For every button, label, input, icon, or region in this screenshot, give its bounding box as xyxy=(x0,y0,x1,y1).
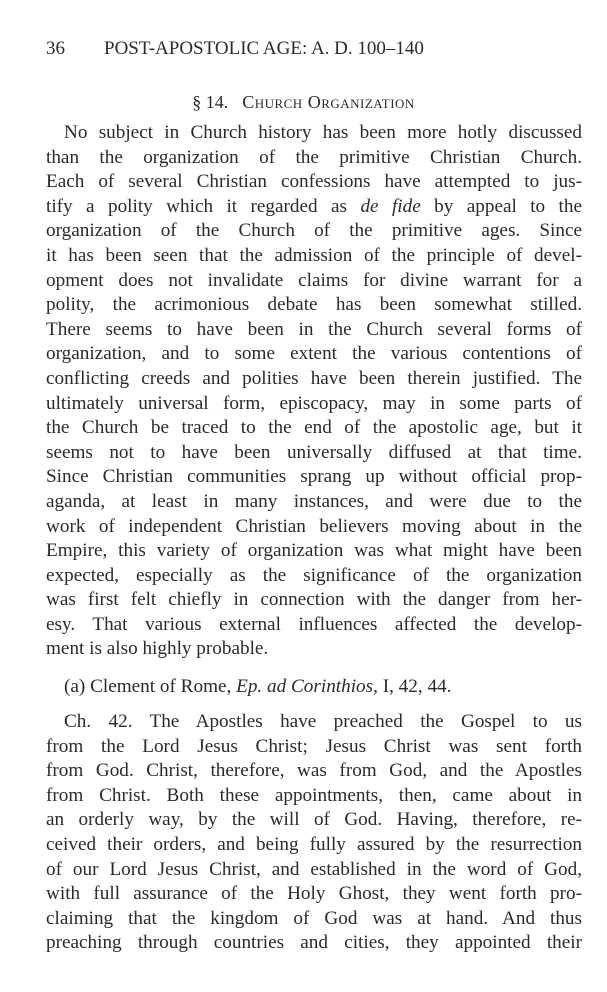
text-line: Since Christian communities sprang up without official prop- xyxy=(46,466,582,488)
text-line: seems not to have been universally diffused at that time. xyxy=(46,441,582,463)
citation-work: Ep. ad Corinthios xyxy=(236,676,374,697)
citation-label: (a) xyxy=(64,676,86,697)
section-title: Church Organization xyxy=(242,92,415,112)
text-line: aganda, at least in many instances, and were due to the xyxy=(46,490,582,512)
text-line: work of independent Christian believers moving about in the xyxy=(46,515,582,537)
text-line: expected, especially as the significance of the organization xyxy=(46,564,582,586)
text-line: than the organization of the primitive Christian Church. xyxy=(46,146,582,168)
text-line: from Christ. Both these appointments, then, came about in xyxy=(46,784,582,806)
text-line: an orderly way, by the will of God. Having, therefore, re- xyxy=(46,809,582,831)
paragraph-church-organization xyxy=(46,121,582,662)
text-line: ceived their orders, and being fully assured by the resurrection xyxy=(46,833,582,855)
running-header xyxy=(46,38,424,60)
text-line: Each of several Christian confessions have attempted to jus- xyxy=(46,171,582,193)
text-line: Empire, this variety of organization was what might have been xyxy=(46,540,582,562)
text-line: from the Lord Jesus Christ; Jesus Christ was sent forth xyxy=(46,735,582,757)
text-line: claiming that the kingdom of God was at hand. And thus xyxy=(46,907,582,929)
text-line: Ch. 42. The Apostles have preached the Gospel to us xyxy=(64,711,582,732)
paragraph-clement-quote xyxy=(46,710,582,956)
text-line: the Church be traced to the end of the apostolic age, but it xyxy=(46,417,582,439)
citation-ref: , I, 42, 44. xyxy=(373,676,452,697)
text-line: preaching through countries and cities, they appointed their xyxy=(46,932,582,954)
text-line: with full assurance of the Holy Ghost, they went forth pro- xyxy=(46,883,582,905)
text-line: tify a polity which it regarded as de fide by appeal to the xyxy=(46,195,582,217)
citation xyxy=(64,676,600,698)
text-line: opment does not invalidate claims for divine warrant for a xyxy=(46,269,582,291)
text-line: organization, and to some extent the various contentions of xyxy=(46,343,582,365)
text-line: polity, the acrimonious debate has been somewhat stilled. xyxy=(46,294,582,316)
text-line: There seems to have been in the Church several forms of xyxy=(46,318,582,340)
text-line: esy. That various external influences affected the develop- xyxy=(46,613,582,635)
page-number: 36 xyxy=(46,38,65,59)
text-line: ment is also highly probable. xyxy=(46,638,269,660)
text-line: it has been seen that the admission of the principle of devel- xyxy=(46,244,582,266)
text-line: organization of the Church of the primitive ages. Since xyxy=(46,220,582,242)
text-line: ultimately universal form, episcopacy, may in some parts of xyxy=(46,392,582,414)
text-line: from God. Christ, therefore, was from God, and the Apostles xyxy=(46,760,582,782)
text-line: No subject in Church history has been more hotly discussed xyxy=(64,122,582,143)
text-line: conflicting creeds and polities have been therein justified. The xyxy=(46,367,582,389)
citation-author: Clement of Rome, xyxy=(90,676,232,697)
text-line: was first felt chiefly in connection with the danger from her- xyxy=(46,589,582,611)
italic-de-fide: de fide xyxy=(360,195,421,217)
section-number: § 14. xyxy=(192,92,229,112)
running-title: POST-APOSTOLIC AGE: A. D. 100–140 xyxy=(104,38,424,59)
text-line: of our Lord Jesus Christ, and established in the word of God, xyxy=(46,858,582,880)
section-heading xyxy=(0,92,607,113)
